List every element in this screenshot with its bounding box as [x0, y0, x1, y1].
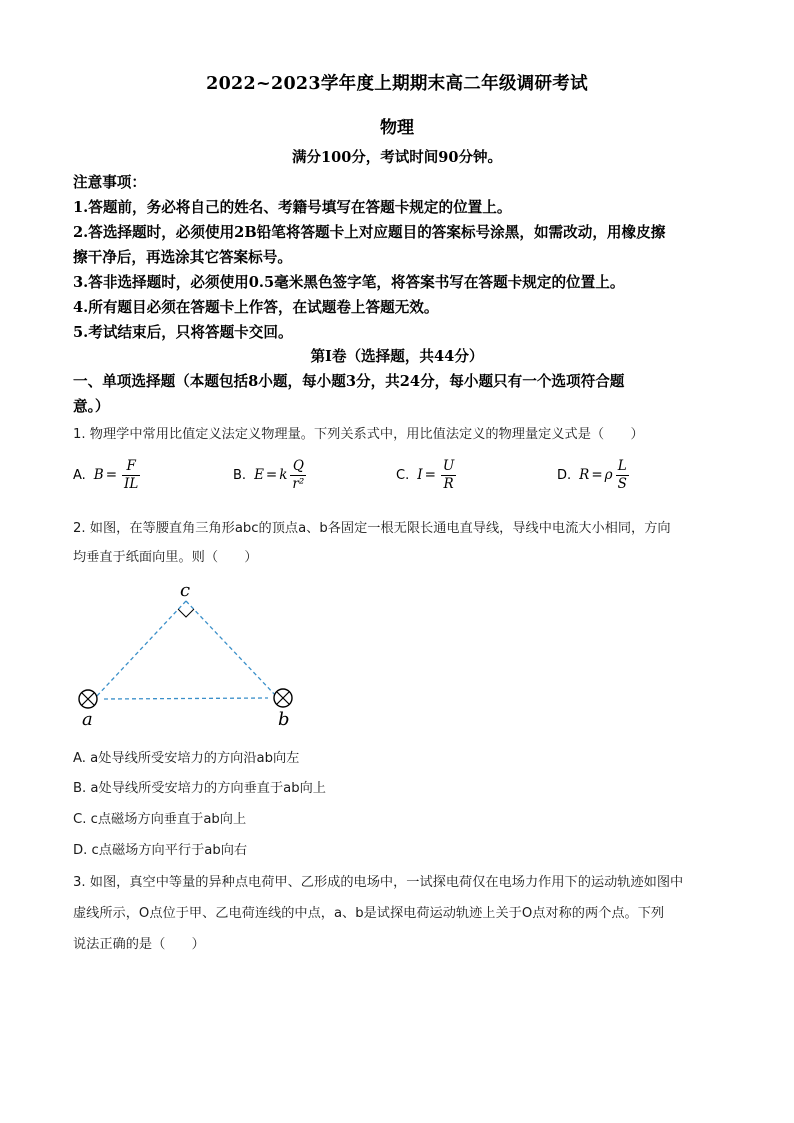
fraction [122, 459, 140, 492]
denominator: r² [292, 476, 305, 492]
q3-stem-line2: 虚线所示，O点位于甲、乙电荷连线的中点，a、b是试探电荷运动轨迹上关于O点对称的两个点。下列 [73, 906, 665, 921]
note-item: 5.考试结束后，只将答题卡交回。 [73, 324, 293, 341]
q3-stem-line1: 3. 如图，真空中等量的异种点电荷甲、乙形成的电场中，一试探电荷仅在电场力作用下的运动轨迹如图中 [73, 875, 684, 890]
fraction [616, 459, 629, 492]
vertex-label-b: b [278, 709, 290, 730]
q1-option-c [396, 459, 456, 492]
equals-sign: = [591, 467, 603, 483]
q2-option-b: B. a处导线所受安培力的方向垂直于ab向上 [73, 781, 326, 796]
q2-option-d: D. c点磁场方向平行于ab向右 [73, 843, 248, 858]
q1-option-a [73, 459, 140, 492]
q2-stem-line1: 2. 如图，在等腰直角三角形abc的顶点a、b各固定一根无限长通电直导线，导线中电流大小相同，方向 [73, 521, 671, 536]
formula-lhs: B [93, 467, 104, 483]
side-ab [104, 698, 268, 699]
note-item: 4.所有题目必须在答题卡上作答，在试题卷上答题无效。 [73, 299, 439, 316]
part1-heading-line1: 一、单项选择题（本题包括8小题，每小题3分，共24分，每小题只有一个选项符合题 [73, 373, 625, 390]
subject-title: 物理 [380, 118, 414, 138]
vertex-label-a: a [82, 709, 93, 730]
vertex-label-c: c [180, 580, 191, 601]
coefficient: ρ [604, 467, 613, 483]
numerator: L [616, 459, 629, 476]
denominator: R [443, 476, 454, 492]
wire-b-into-page-icon [274, 689, 292, 707]
q2-stem-line2: 均垂直于纸面向里。则（ ） [73, 550, 258, 565]
exam-title: 2022~2023学年度上期期末高二年级调研考试 [206, 74, 588, 94]
option-label: B. [233, 468, 247, 483]
denominator: S [617, 476, 627, 492]
score-line: 满分100分，考试时间90分钟。 [292, 149, 502, 166]
option-label: D. [557, 468, 572, 483]
q3-stem-line3: 说法正确的是（ ） [73, 937, 205, 952]
formula-lhs: I [417, 467, 423, 483]
q1-option-d [557, 459, 629, 492]
note-item: 擦干净后，再选涂其它答案标号。 [73, 249, 292, 266]
equals-sign: = [265, 467, 278, 483]
wire-a-into-page-icon [79, 690, 97, 708]
numerator: Q [290, 459, 306, 476]
q1-option-b [233, 459, 306, 492]
triangle-figure [70, 575, 310, 735]
right-angle-mark [178, 609, 194, 617]
coefficient: k [279, 467, 288, 483]
fraction [290, 459, 306, 492]
numerator: U [442, 458, 455, 474]
note-item: 3.答非选择题时，必须使用0.5毫米黑色签字笔，将答案书写在答题卡规定的位置上。 [73, 274, 625, 291]
note-item: 1.答题前，务必将自己的姓名、考籍号填写在答题卡规定的位置上。 [73, 199, 512, 216]
note-item: 2.答选择题时，必须使用2B铅笔将答题卡上对应题目的答案标号涂黑，如需改动，用橡皮擦 [73, 224, 666, 241]
section-title: 第I卷（选择题，共44分） [310, 348, 484, 365]
formula-lhs: E [254, 467, 264, 483]
notes-heading: 注意事项： [73, 174, 146, 191]
formula-lhs: R [579, 467, 590, 483]
q2-option-c: C. c点磁场方向垂直于ab向上 [73, 812, 247, 827]
q1-stem: 1. 物理学中常用比值定义法定义物理量。下列关系式中，用比值法定义的物理量定义式是（ ） [73, 427, 644, 442]
equals-sign: = [105, 467, 118, 483]
option-label: C. [396, 468, 410, 483]
denominator: IL [124, 476, 139, 492]
numerator: F [122, 459, 140, 476]
option-label: A. [73, 468, 86, 483]
part1-heading-line2: 意。） [73, 398, 110, 415]
side-cb [186, 601, 277, 697]
q2-option-a: A. a处导线所受安培力的方向沿ab向左 [73, 751, 300, 766]
fraction [441, 459, 456, 492]
side-ca [95, 601, 186, 698]
equals-sign: = [424, 467, 436, 483]
